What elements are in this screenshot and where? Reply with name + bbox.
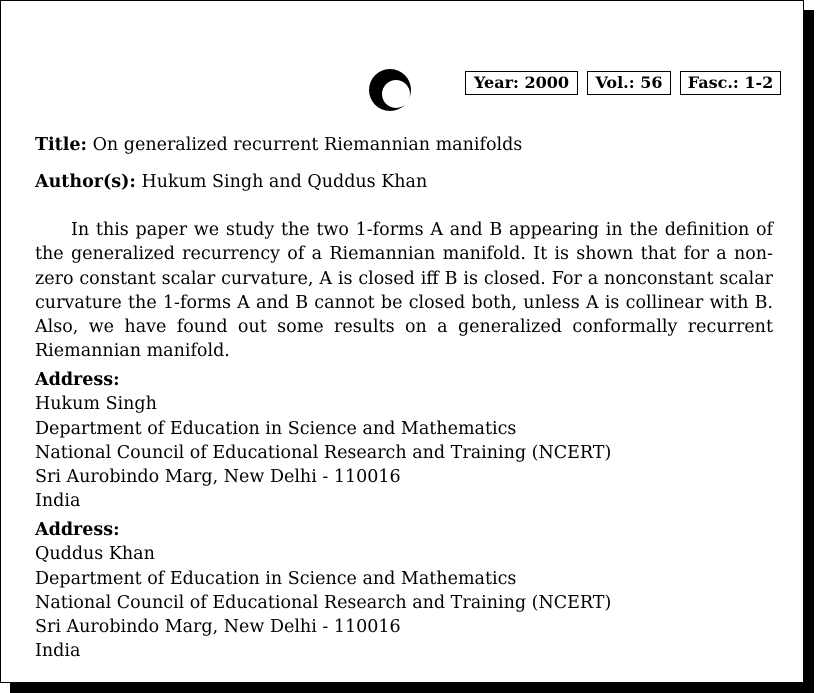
address-department: Department of Education in Science and Mathematics: [35, 568, 517, 589]
address-institution: National Council of Educational Research and Training (NCERT): [35, 592, 612, 613]
address-name: Quddus Khan: [35, 544, 155, 565]
address-country: India: [35, 491, 81, 512]
volume-badge: Vol.: 56: [587, 71, 671, 95]
address-country: India: [35, 641, 81, 662]
address-block-1: [35, 368, 611, 514]
authors-line: [35, 170, 427, 194]
address-street: Sri Aurobindo Marg, New Delhi - 110016: [35, 467, 401, 488]
fascicle-badge: Fasc.: 1-2: [680, 71, 781, 95]
address-label: Address:: [35, 370, 120, 390]
address-department: Department of Education in Science and Mathematics: [35, 418, 517, 439]
address-name: Hukum Singh: [35, 394, 157, 415]
authors-label: Author(s):: [35, 172, 136, 192]
address-label: Address:: [35, 520, 120, 540]
abstract-paragraph: In this paper we study the two 1-forms A and B appearing in the definition of the generalized recurrency of a Riemannian manifold. It is shown that for a non-zero constant scalar curvature, A is closed iff B is closed. For a nonconstant scalar curvature the 1-forms A and B cannot be closed both, unless A is collinear with B. Also, we have found out some results on a generalized conformally recurrent Riemannian manifold.: [35, 220, 773, 362]
page-shadow-bottom: [10, 683, 814, 693]
authors-value: Hukum Singh and Quddus Khan: [141, 172, 428, 192]
page-shadow-right: [804, 10, 814, 693]
title-value: On generalized recurrent Riemannian manifolds: [92, 135, 523, 155]
year-badge: Year: 2000: [465, 71, 578, 95]
address-block-2: [35, 518, 611, 664]
journal-logo-icon: [367, 67, 413, 113]
title-label: Title:: [35, 135, 87, 155]
address-street: Sri Aurobindo Marg, New Delhi - 110016: [35, 617, 401, 638]
address-institution: National Council of Educational Research and Training (NCERT): [35, 442, 612, 463]
title-line: [35, 133, 522, 157]
